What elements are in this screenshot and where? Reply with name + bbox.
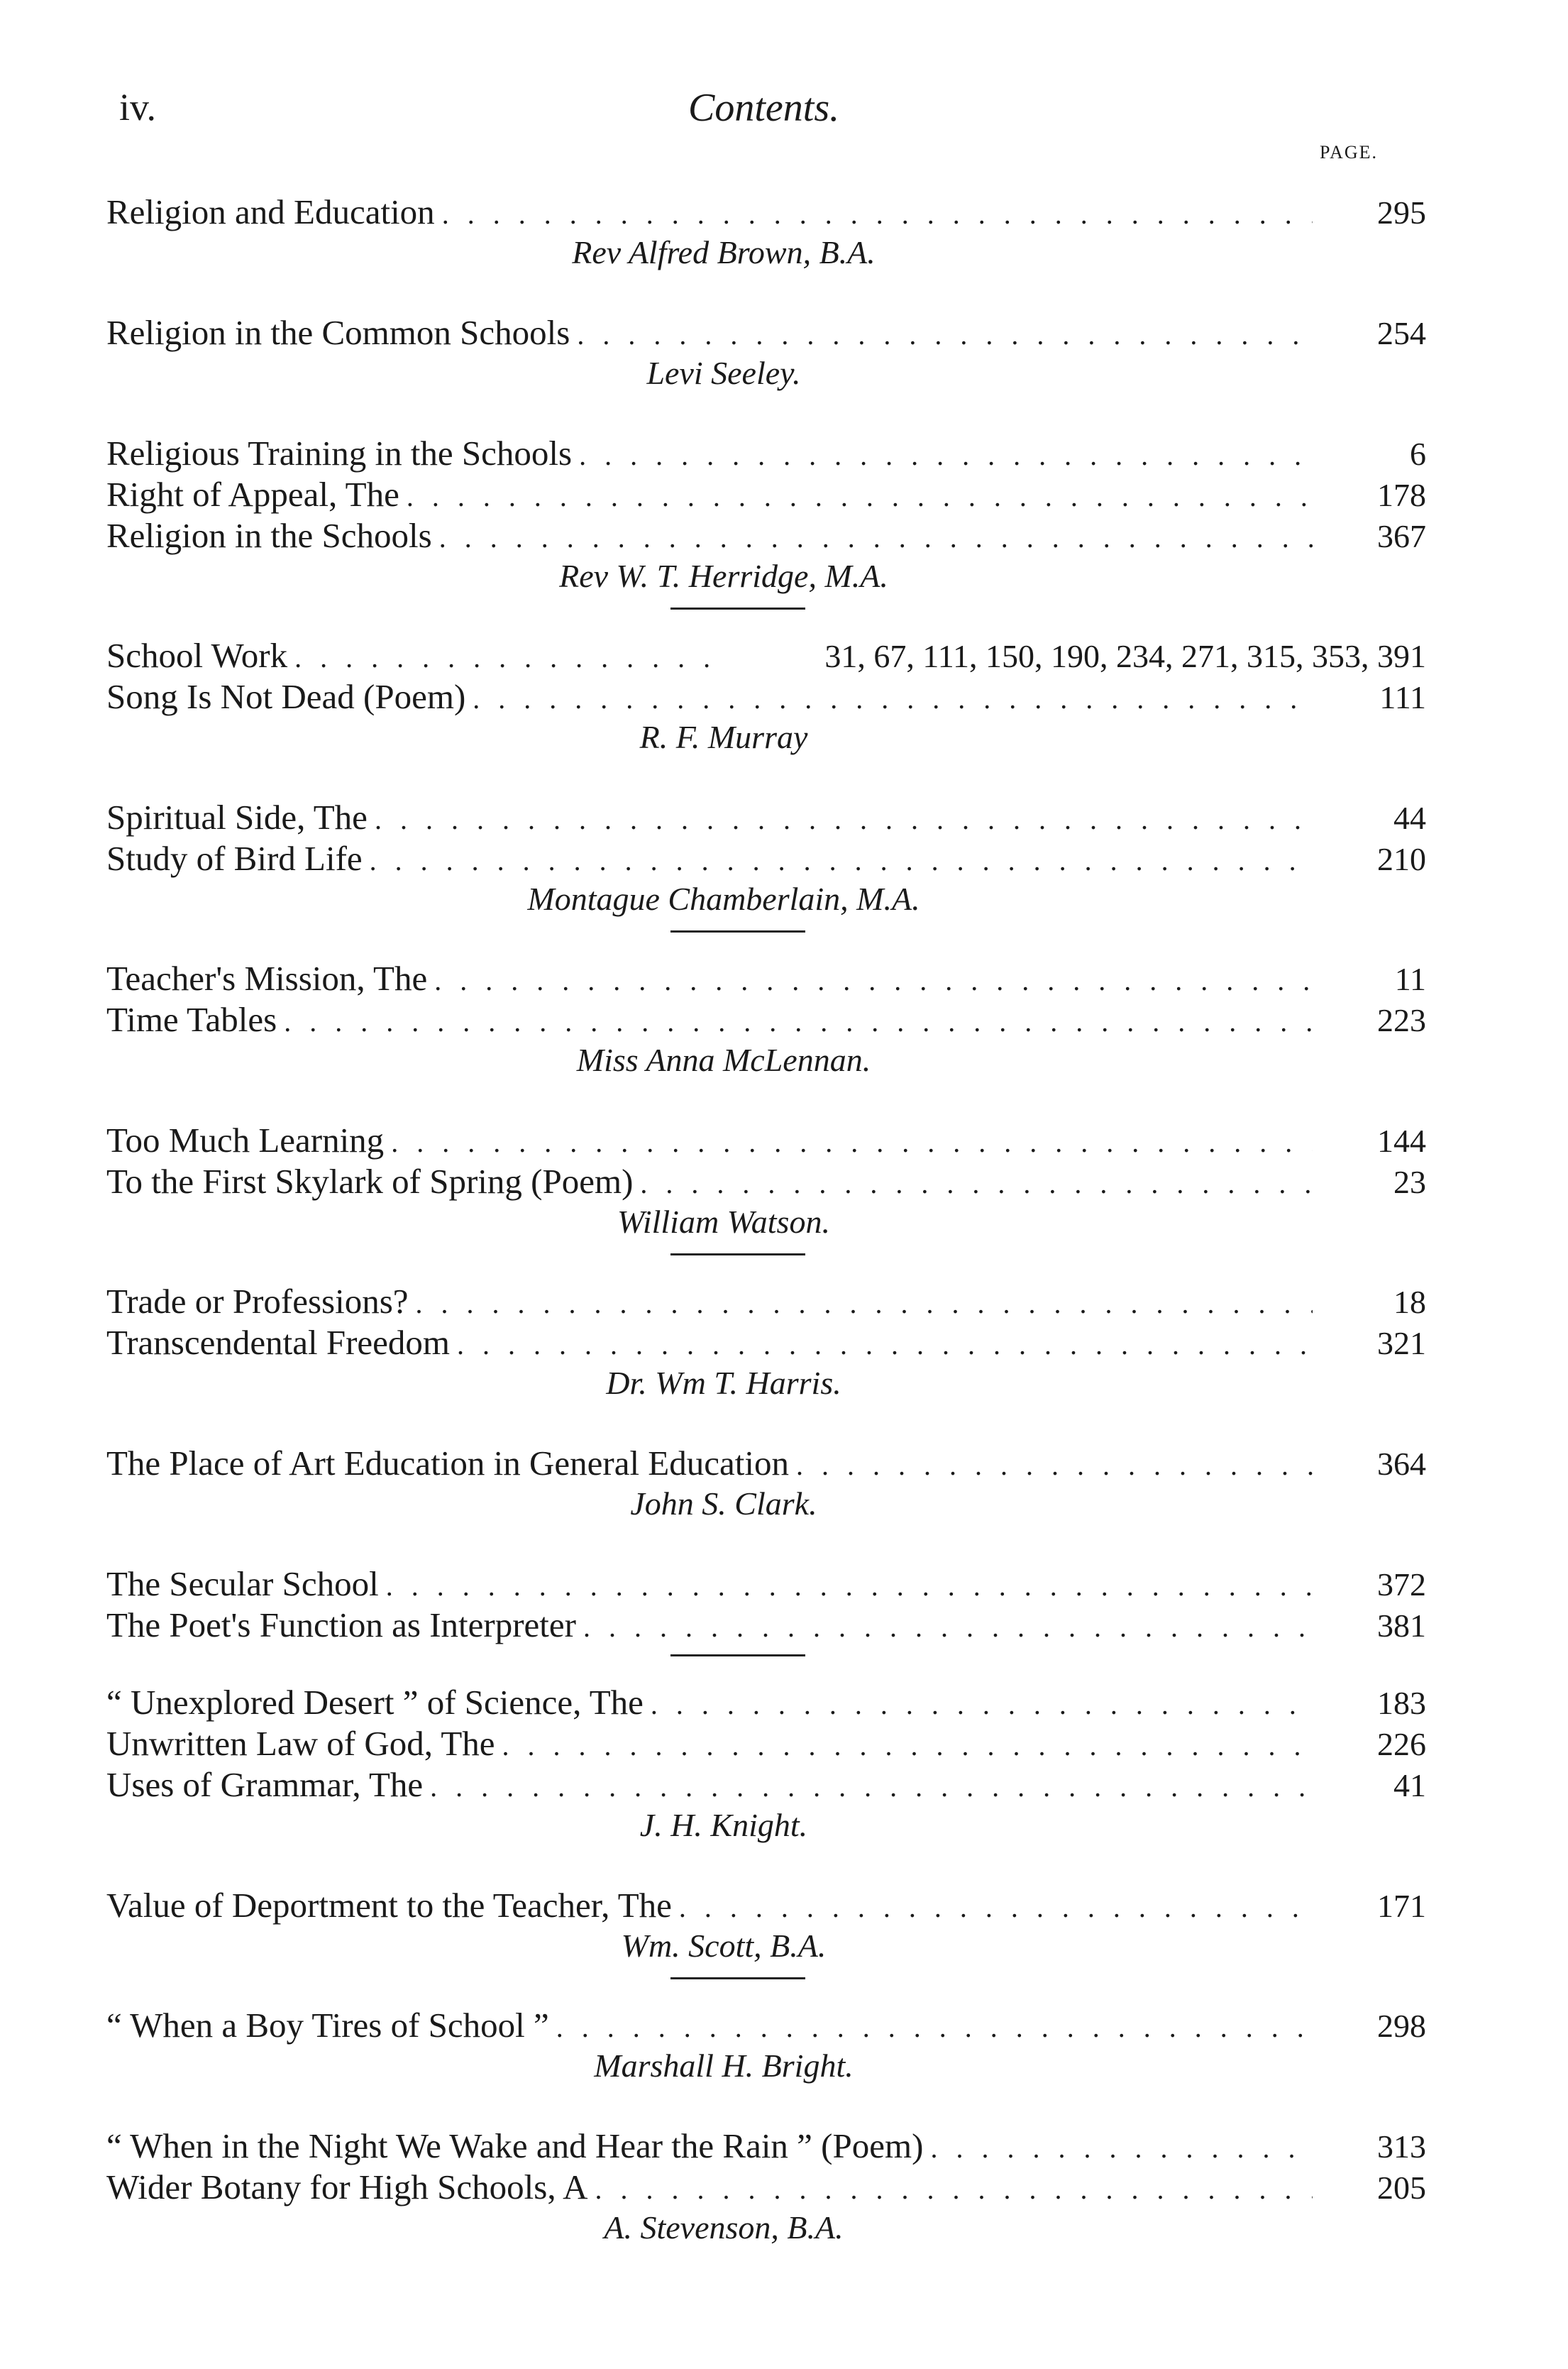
- entry-page: 41: [1393, 1767, 1426, 1803]
- entry-page: 111: [1379, 679, 1426, 715]
- contents-entry: [106, 958, 1426, 999]
- contents-entry: [106, 2126, 1426, 2167]
- entry-title: Wider Botany for High Schools, A: [106, 2167, 588, 2206]
- dot-leader: [294, 637, 710, 678]
- contents-group: [106, 1443, 1426, 1527]
- contents-entry: [106, 2167, 1426, 2208]
- contents-entry: [106, 1563, 1426, 1605]
- entry-page: 171: [1377, 1888, 1426, 1924]
- entry-title: Uses of Grammar, The: [106, 1765, 424, 1804]
- entry-page: 321: [1377, 1325, 1426, 1361]
- contents-entry: [106, 515, 1426, 556]
- contents-group: [106, 433, 1426, 610]
- entry-page: 223: [1377, 1002, 1426, 1038]
- entry-title: Spiritual Side, The: [106, 798, 368, 837]
- section-divider: [670, 1977, 805, 1979]
- contents-group: [106, 2126, 1426, 2250]
- entry-page: 205: [1377, 2170, 1426, 2206]
- dot-leader: [391, 1122, 1313, 1163]
- author-line: Wm. Scott, B.A.: [621, 1928, 827, 1964]
- contents-entry: [106, 1322, 1426, 1363]
- entry-title: Right of Appeal, The: [106, 475, 399, 514]
- contents-entry: [106, 433, 1426, 474]
- contents-entry: [106, 1120, 1426, 1161]
- entry-title: The Secular School: [106, 1564, 379, 1603]
- entry-page: 183: [1377, 1685, 1426, 1721]
- entry-page: 364: [1377, 1446, 1426, 1482]
- entry-page: 210: [1377, 841, 1426, 877]
- contents-entry: [106, 192, 1426, 233]
- entry-page: 226: [1377, 1726, 1426, 1762]
- dot-leader: [651, 1684, 1313, 1725]
- entry-page: 367: [1377, 518, 1426, 554]
- section-divider: [670, 1654, 805, 1656]
- section-divider: [670, 930, 805, 933]
- contents-entry: [106, 1764, 1426, 1805]
- contents-group: [106, 192, 1426, 275]
- entry-page: 254: [1377, 315, 1426, 351]
- entry-title: Song Is Not Dead (Poem): [106, 677, 466, 716]
- dot-leader: [502, 1725, 1313, 1766]
- dot-leader: [439, 517, 1313, 559]
- contents-entry: [106, 1885, 1426, 1926]
- dot-leader: [375, 799, 1313, 840]
- dot-leader: [930, 2128, 1313, 2169]
- contents-entry: [106, 999, 1426, 1040]
- contents-group: [106, 1563, 1426, 1656]
- entry-page: 31, 67, 111, 150, 190, 234, 271, 315, 353, 391: [824, 638, 1426, 674]
- dot-leader: [577, 314, 1313, 356]
- author-line: Marshall H. Bright.: [594, 2048, 854, 2084]
- entry-title: Unwritten Law of God, The: [106, 1724, 495, 1763]
- entry-page: 44: [1393, 800, 1426, 836]
- dot-leader: [430, 1766, 1313, 1808]
- entry-page: 298: [1377, 2008, 1426, 2044]
- author-line: Miss Anna McLennan.: [576, 1042, 871, 1078]
- entry-title: Religion in the Common Schools: [106, 313, 570, 352]
- contents-group: [106, 635, 1426, 760]
- entry-title: Religious Training in the Schools: [106, 434, 573, 473]
- entry-page: 18: [1393, 1284, 1426, 1320]
- dot-leader: [473, 678, 1313, 720]
- entry-page: 6: [1410, 436, 1426, 472]
- section-divider: [670, 1253, 805, 1255]
- dot-leader: [595, 2169, 1313, 2210]
- entry-title: “ When in the Night We Wake and Hear the Rain ” (Poem): [106, 2126, 924, 2165]
- dot-leader: [434, 960, 1313, 1001]
- author-line: A. Stevenson, B.A.: [604, 2209, 844, 2246]
- dot-leader: [583, 1607, 1313, 1648]
- entry-title: “ Unexplored Desert ” of Science, The: [106, 1683, 644, 1722]
- dot-leader: [442, 194, 1313, 235]
- entry-title: The Place of Art Education in General Education: [106, 1444, 789, 1483]
- contents-entry: [106, 474, 1426, 515]
- contents-entry: [106, 676, 1426, 718]
- dot-leader: [579, 435, 1313, 476]
- contents-group: [106, 958, 1426, 1083]
- contents-entry: [106, 635, 1426, 676]
- entry-title: Study of Bird Life: [106, 839, 363, 878]
- contents-entry: [106, 1682, 1426, 1723]
- entry-title: Time Tables: [106, 1000, 277, 1039]
- entry-title: To the First Skylark of Spring (Poem): [106, 1162, 634, 1201]
- entry-page: 313: [1377, 2128, 1426, 2165]
- author-line: John S. Clark.: [630, 1485, 817, 1522]
- entry-page: 11: [1394, 961, 1426, 997]
- author-line: Levi Seeley.: [646, 355, 801, 391]
- contents-entry: [106, 1281, 1426, 1322]
- page-column-label: PAGE.: [1320, 142, 1379, 163]
- entry-title: Teacher's Mission, The: [106, 959, 428, 998]
- author-line: Rev Alfred Brown, B.A.: [572, 234, 876, 270]
- entry-title: Transcendental Freedom: [106, 1323, 450, 1362]
- dot-leader: [407, 476, 1313, 517]
- section-divider: [670, 608, 805, 610]
- contents-entry: [106, 797, 1426, 838]
- dot-leader: [556, 2007, 1313, 2048]
- contents-group: [106, 1682, 1426, 1848]
- page-title: Contents.: [688, 86, 840, 130]
- contents-list: [106, 192, 1426, 2287]
- contents-entry: [106, 1443, 1426, 1484]
- entry-page: 381: [1377, 1607, 1426, 1644]
- contents-group: [106, 312, 1426, 396]
- contents-group: [106, 1885, 1426, 1979]
- contents-entry: [106, 1723, 1426, 1764]
- author-line: R. F. Murray: [639, 719, 808, 755]
- contents-entry: [106, 1605, 1426, 1646]
- author-line: J. H. Knight.: [639, 1807, 808, 1843]
- dot-leader: [284, 1001, 1313, 1043]
- dot-leader: [640, 1163, 1313, 1204]
- dot-leader: [796, 1445, 1313, 1486]
- contents-group: [106, 1120, 1426, 1255]
- contents-group: [106, 1281, 1426, 1406]
- dot-leader: [679, 1887, 1313, 1928]
- author-line: Montague Chamberlain, M.A.: [527, 881, 920, 917]
- entry-page: 178: [1377, 477, 1426, 513]
- entry-title: Too Much Learning: [106, 1121, 385, 1160]
- entry-page: 144: [1377, 1123, 1426, 1159]
- dot-leader: [457, 1324, 1313, 1365]
- page-number-roman: iv.: [119, 86, 156, 128]
- contents-entry: [106, 312, 1426, 353]
- entry-title: Trade or Professions?: [106, 1282, 409, 1321]
- dot-leader: [370, 840, 1313, 881]
- contents-entry: [106, 838, 1426, 879]
- contents-group: [106, 797, 1426, 933]
- contents-entry: [106, 2005, 1426, 2046]
- dot-leader: [386, 1566, 1313, 1607]
- entry-title: Religion in the Schools: [106, 516, 432, 555]
- entry-title: The Poet's Function as Interpreter: [106, 1605, 576, 1644]
- dot-leader: [416, 1283, 1313, 1324]
- author-line: William Watson.: [617, 1204, 830, 1240]
- contents-entry: [106, 1161, 1426, 1202]
- author-line: Dr. Wm T. Harris.: [606, 1365, 841, 1401]
- entry-page: 295: [1377, 194, 1426, 231]
- contents-group: [106, 2005, 1426, 2089]
- entry-title: “ When a Boy Tires of School ”: [106, 2006, 549, 2045]
- entry-title: Religion and Education: [106, 192, 435, 231]
- author-line: Rev W. T. Herridge, M.A.: [559, 558, 888, 594]
- entry-title: Value of Deportment to the Teacher, The: [106, 1886, 672, 1925]
- entry-page: 23: [1393, 1164, 1426, 1200]
- entry-title: School Work: [106, 636, 288, 675]
- entry-page: 372: [1377, 1566, 1426, 1603]
